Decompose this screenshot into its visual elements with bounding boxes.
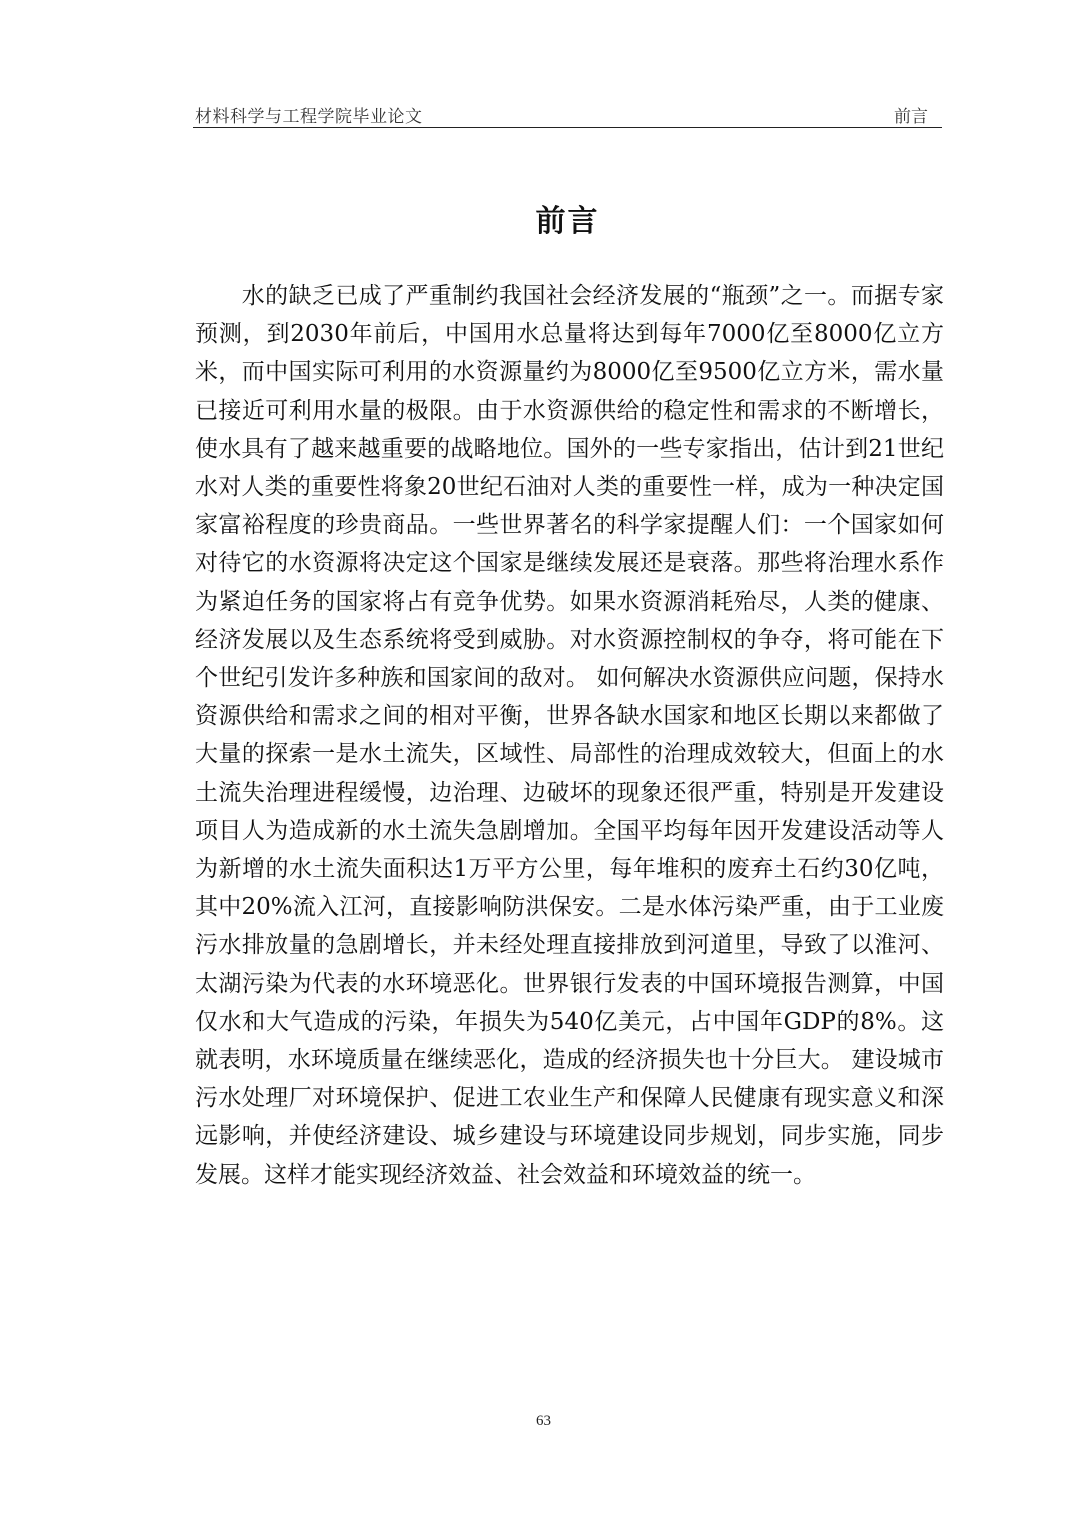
page-title: 前言 (535, 204, 600, 239)
header-thesis-title: 材料科学与工程学院毕业论文 (195, 107, 423, 127)
header-section-title: 前言 (894, 107, 928, 127)
page-number: 63 (536, 1413, 551, 1429)
body-paragraph: 水的缺乏已成了严重制约我国社会经济发展的“瓶颈”之一。而据专家预测，到2030年前后，中国用水总量将达到每年7000亿至8000亿立方米，而中国实际可利用的水资源量约为8000亿至9500亿立方米，需水量已接近可利用水量的极限。由于水资源供给的稳定性和需求的不断增长，使水具有了越来越重要的战略地位。国外的一些专家指出，估计到21世纪水对人类的重要性将象20世纪石油对人类的重要性一样，成为一种决定国家富裕程度的珍贵商品。一些世界著名的科学家提醒人们：一个国家如何对待它的水资源将决定这个国家是继续发展还是衰落。那些将治理水系作为紧迫任务的国家将占有竞争优势。如果水资源消耗殆尽，人类的健康、经济发展以及生态系统将受到威胁。对水资源控制权的争夺，将可能在下个世纪引发许多种族和国家间的敌对。 如何解决水资源供应问题，保持水资源供给和需求之间的相对平衡，世界各缺水国家和地区长期以来都做了大量的探索一是水土流失，区域性、局部性的治理成效较大，但面上的水土流失治理进程缓慢，边治理、边破坏的现象还很严重，特别是开发建设项目人为造成新的水土流失急剧增加。全国平均每年因开发建设活动等人为新增的水土流失面积达1万平方公里，每年堆积的废弃土石约30亿吨，其中20%流入江河，直接影响防洪保安。二是水体污染严重，由于工业废污水排放量的急剧增长，并未经处理直接排放到河道里，导致了以淮河、太湖污染为代表的水环境恶化。世界银行发表的中国环境报告测算，中国仅水和大气造成的污染，年损失为540亿美元，占中国年GDP的8%。这就表明，水环境质量在继续恶化，造成的经济损失也十分巨大。 建设城市污水处理厂对环境保护、促进工农业生产和保障人民健康有现实意义和深远影响，并使经济建设、城乡建设与环境建设同步规划，同步实施，同步发展。这样才能实现经济效益、社会效益和环境效益的统一。 (195, 283, 944, 1188)
page-header (193, 100, 942, 128)
